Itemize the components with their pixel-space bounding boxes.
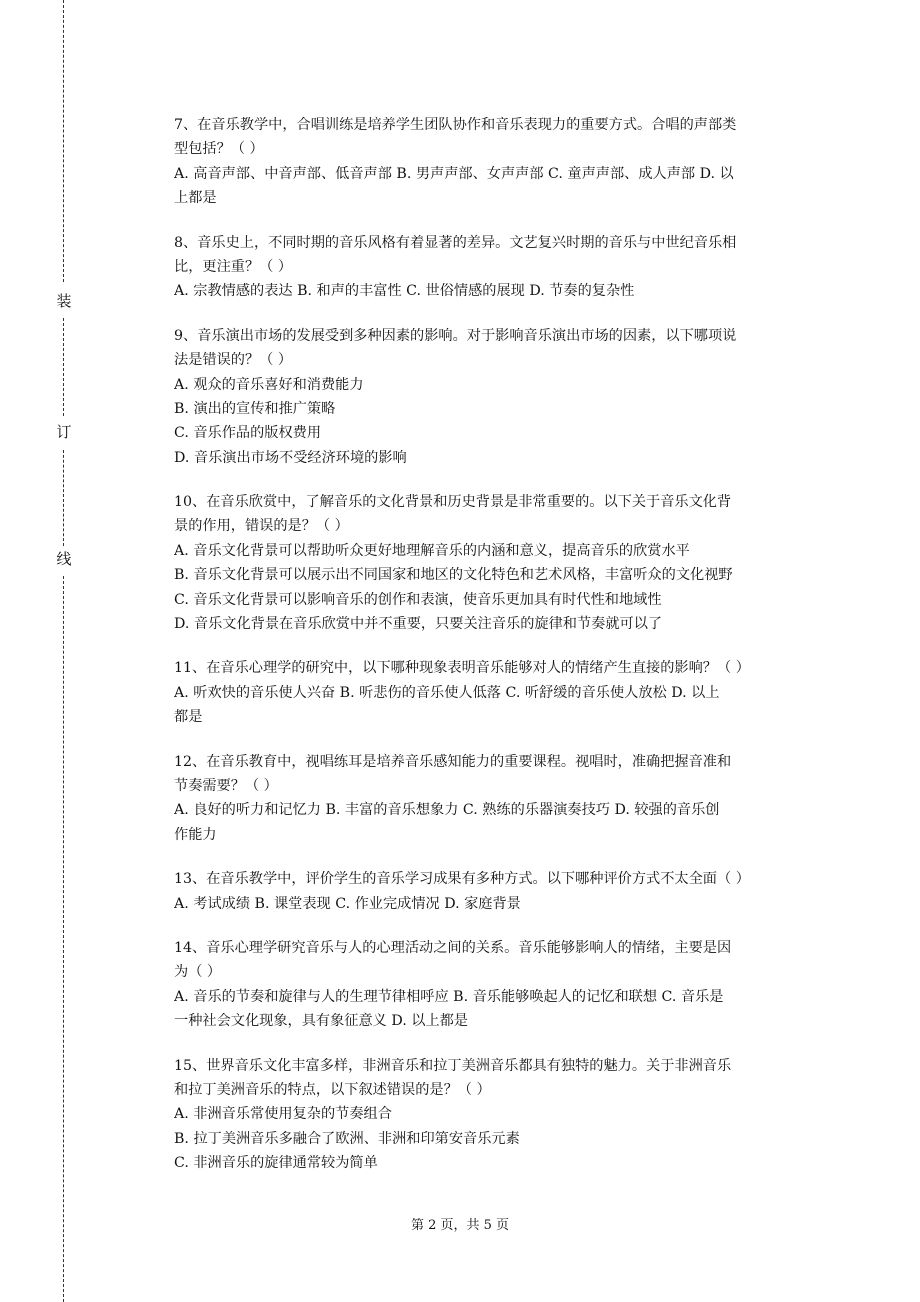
binding-dashed-line-middle-1	[63, 318, 64, 416]
question-10-option-b: B. 音乐文化背景可以展示出不同国家和地区的文化特色和艺术风格，丰富听众的文化视野	[174, 567, 733, 584]
question-7-line-4: 上都是	[174, 190, 217, 207]
question-11	[174, 656, 822, 729]
question-9-option-a: A. 观众的音乐喜好和消费能力	[174, 376, 364, 393]
question-15-line-1: 15、世界音乐文化丰富多样，非洲音乐和拉丁美洲音乐都具有独特的魅力。关于非洲音乐	[174, 1057, 732, 1074]
question-14	[174, 936, 822, 1034]
question-8	[174, 231, 822, 304]
question-11-line-2: A. 听欢快的音乐使人兴奋 B. 听悲伤的音乐使人低落 C. 听舒缓的音乐使人放松 D. 以上	[174, 684, 720, 701]
question-7-line-1: 7、在音乐教学中，合唱训练是培养学生团队协作和音乐表现力的重要方式。合唱的声部类	[174, 117, 737, 133]
binding-dashed-line-top	[63, 0, 64, 282]
question-15-option-c: C. 非洲音乐的旋律通常较为简单	[174, 1155, 378, 1172]
question-9	[174, 324, 822, 470]
binding-dashed-line-bottom	[63, 576, 64, 1302]
binding-label-xian: 线	[56, 550, 72, 568]
question-11-line-3: 都是	[174, 709, 203, 726]
question-9-line-1: 9、音乐演出市场的发展受到多种因素的影响。对于影响音乐演出市场的因素，以下哪项说	[174, 327, 737, 344]
question-15	[174, 1054, 822, 1176]
question-10	[174, 490, 822, 636]
question-10-line-2: 景的作用，错误的是？（ ）	[174, 518, 349, 535]
question-14-line-4: 一种社会文化现象，具有象征意义 D. 以上都是	[174, 1013, 468, 1030]
binding-dashed-line-middle-2	[63, 450, 64, 546]
question-7	[174, 113, 822, 211]
question-12-line-3: A. 良好的听力和记忆力 B. 丰富的音乐想象力 C. 熟练的乐器演奏技巧 D. 较强的音乐创	[174, 802, 720, 819]
question-10-option-d: D. 音乐文化背景在音乐欣赏中并不重要，只要关注音乐的旋律和节奏就可以了	[174, 616, 663, 633]
question-13-line-2: A. 考试成绩 B. 课堂表现 C. 作业完成情况 D. 家庭背景	[174, 895, 521, 912]
question-9-option-d: D. 音乐演出市场不受经济环境的影响	[174, 449, 407, 466]
question-12-line-1: 12、在音乐教育中，视唱练耳是培养音乐感知能力的重要课程。视唱时，准确把握音准和	[174, 753, 732, 770]
question-12-line-2: 节奏需要？（ ）	[174, 777, 278, 794]
question-15-option-b: B. 拉丁美洲音乐多融合了欧洲、非洲和印第安音乐元素	[174, 1130, 520, 1147]
question-15-option-a: A. 非洲音乐常使用复杂的节奏组合	[174, 1106, 392, 1123]
question-13	[174, 867, 822, 916]
question-15-line-2: 和拉丁美洲音乐的特点，以下叙述错误的是？（ ）	[174, 1081, 491, 1098]
question-10-option-a: A. 音乐文化背景可以帮助听众更好地理解音乐的内涵和意义，提高音乐的欣赏水平	[174, 542, 690, 559]
binding-label-zhuang: 装	[56, 292, 72, 310]
question-9-option-b: B. 演出的宣传和推广策略	[174, 400, 336, 417]
question-12-line-4: 作能力	[174, 826, 217, 843]
question-13-line-1: 13、在音乐教学中，评价学生的音乐学习成果有多种方式。以下哪种评价方式不太全面（ ）	[174, 871, 750, 888]
question-7-line-2: 型包括？（ ）	[174, 141, 264, 158]
question-9-line-2: 法是错误的？（ ）	[174, 352, 293, 369]
question-14-line-1: 14、音乐心理学研究音乐与人的心理活动之间的关系。音乐能够影响人的情绪，主要是因	[174, 939, 732, 956]
question-10-option-c: C. 音乐文化背景可以影响音乐的创作和表演，使音乐更加具有时代性和地域性	[174, 591, 662, 608]
question-8-line-2: 比，更注重？（ ）	[174, 258, 293, 275]
page-number: 第 2 页，共 5 页	[410, 1218, 510, 1233]
question-8-line-3: A. 宗教情感的表达 B. 和声的丰富性 C. 世俗情感的展现 D. 节奏的复杂性	[174, 283, 635, 300]
question-10-line-1: 10、在音乐欣赏中，了解音乐的文化背景和历史背景是非常重要的。以下关于音乐文化背	[174, 494, 732, 511]
question-8-line-1: 8、音乐史上，不同时期的音乐风格有着显著的差异。文艺复兴时期的音乐与中世纪音乐相	[174, 234, 737, 251]
binding-label-ding: 订	[56, 423, 72, 441]
question-12	[174, 750, 822, 848]
question-7-line-3: A. 高音声部、中音声部、低音声部 B. 男声声部、女声声部 C. 童声声部、成人声部 D. 以	[174, 165, 734, 182]
question-14-line-2: 为（ ）	[174, 964, 222, 981]
question-11-line-1: 11、在音乐心理学的研究中，以下哪种现象表明音乐能够对人的情绪产生直接的影响？（ ）	[174, 660, 750, 677]
question-14-line-3: A. 音乐的节奏和旋律与人的生理节律相呼应 B. 音乐能够唤起人的记忆和联想 C. 音乐是	[174, 988, 724, 1005]
question-list	[174, 113, 822, 1195]
question-9-option-c: C. 音乐作品的版权费用	[174, 425, 322, 442]
